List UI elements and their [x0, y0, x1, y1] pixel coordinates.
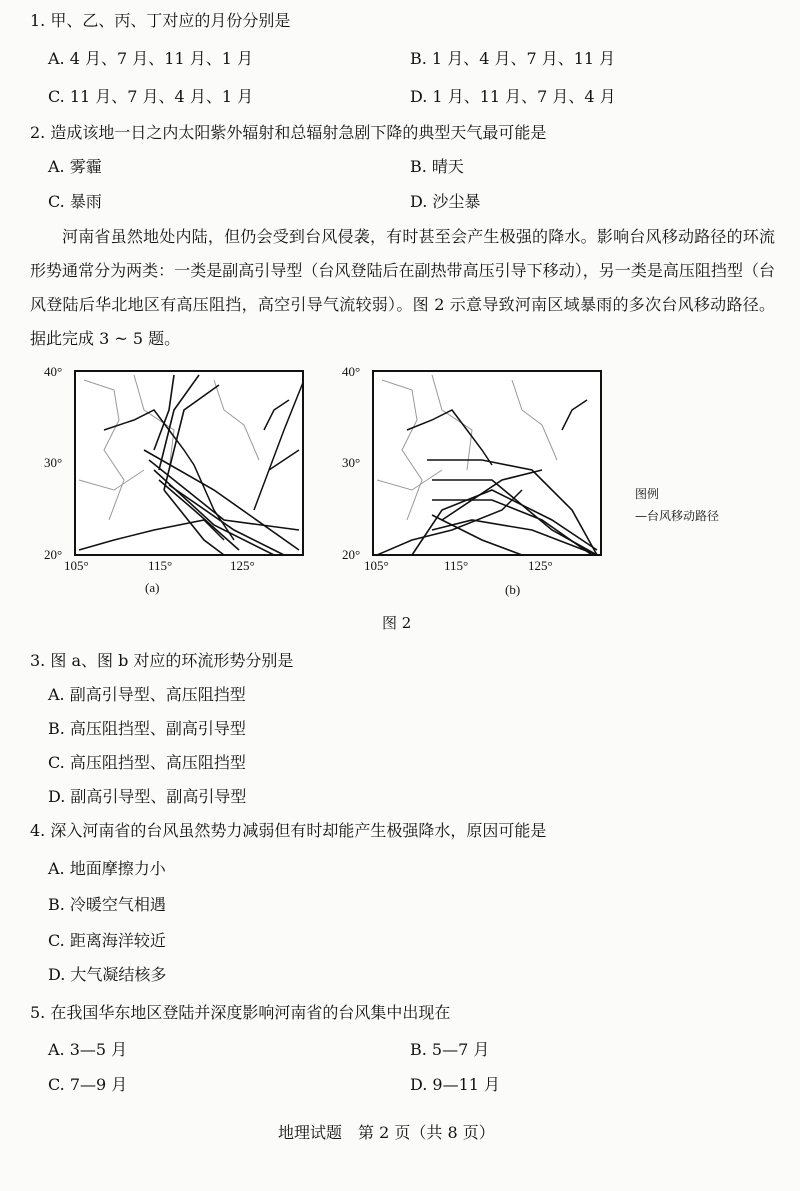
question-2-stem: 2. 造成该地一日之内太阳紫外辐射和总辐射急剧下降的典型天气最可能是 [30, 123, 547, 142]
question-4-stem: 4. 深入河南省的台风虽然势力减弱但有时却能产生极强降水，原因可能是 [30, 821, 547, 840]
q2-option-b: B. 晴天 [410, 157, 464, 176]
lon-tick-115-b: 115° [444, 558, 469, 573]
q2-option-c: C. 暴雨 [48, 192, 102, 211]
figure-caption: 图 2 [382, 614, 412, 632]
q2-option-a: A. 雾霾 [48, 157, 102, 176]
lat-tick-20-b: 20° [342, 547, 361, 562]
q4-option-c: C. 距离海洋较近 [48, 931, 166, 950]
q3-option-d: D. 副高引导型、副高引导型 [48, 787, 247, 806]
panel-b-label: (b) [505, 582, 521, 597]
lat-tick-40: 40° [44, 364, 63, 379]
question-3-stem: 3. 图 a、图 b 对应的环流形势分别是 [30, 651, 294, 670]
track-line-icon: — [635, 509, 647, 523]
lon-tick-115: 115° [148, 558, 173, 573]
legend-item-label: 台风移动路径 [647, 509, 720, 523]
q2-option-d: D. 沙尘暴 [410, 192, 481, 211]
legend-title: 图例 [635, 487, 660, 501]
q3-option-a: A. 副高引导型、高压阻挡型 [48, 685, 246, 704]
lon-tick-105-b: 105° [364, 558, 389, 573]
lat-tick-30-b: 30° [342, 455, 361, 470]
question-1-stem: 1. 甲、乙、丙、丁对应的月份分别是 [30, 11, 291, 30]
lon-tick-125: 125° [230, 558, 255, 573]
lat-tick-30: 30° [44, 455, 63, 470]
lat-tick-20: 20° [44, 547, 63, 562]
reading-passage: 河南省虽然地处内陆，但仍会受到台风侵袭，有时甚至会产生极强的降水。影响台风移动路径的环流形势通常分为两类：一类是副高引导型（台风登陆后在副热带高压引导下移动），另一类是高压阻挡型（台风登陆后华北地区有高压阻挡，高空引导气流较弱）。图 2 示意导致河南区域暴雨的多次台风移动路径。据此完成 3 ~ 5 题。 [30, 227, 775, 348]
q1-option-c: C. 11 月、7 月、4 月、1 月 [48, 87, 254, 106]
typhoon-track-map-b [372, 370, 602, 556]
legend-item [635, 507, 719, 524]
q1-option-a: A. 4 月、7 月、11 月、1 月 [48, 49, 253, 68]
question-5-stem: 5. 在我国华东地区登陆并深度影响河南省的台风集中出现在 [30, 1003, 451, 1022]
q1-option-d: D. 1 月、11 月、7 月、4 月 [410, 87, 616, 106]
q5-option-c: C. 7—9 月 [48, 1075, 128, 1094]
typhoon-track-map-a [74, 370, 304, 556]
q3-option-b: B. 高压阻挡型、副高引导型 [48, 719, 246, 738]
q4-option-d: D. 大气凝结核多 [48, 965, 167, 984]
page-footer: 地理试题 第 2 页（共 8 页） [278, 1123, 495, 1142]
q3-option-c: C. 高压阻挡型、高压阻挡型 [48, 753, 246, 772]
q4-option-b: B. 冷暖空气相遇 [48, 895, 166, 914]
lat-tick-40-b: 40° [342, 364, 361, 379]
lon-tick-105: 105° [64, 558, 89, 573]
q5-option-b: B. 5—7 月 [410, 1040, 490, 1059]
q5-option-a: A. 3—5 月 [48, 1040, 128, 1059]
q5-option-d: D. 9—11 月 [410, 1075, 501, 1094]
q4-option-a: A. 地面摩擦力小 [48, 859, 166, 878]
lon-tick-125-b: 125° [528, 558, 553, 573]
panel-a-label: (a) [145, 580, 160, 595]
q1-option-b: B. 1 月、4 月、7 月、11 月 [410, 49, 616, 68]
